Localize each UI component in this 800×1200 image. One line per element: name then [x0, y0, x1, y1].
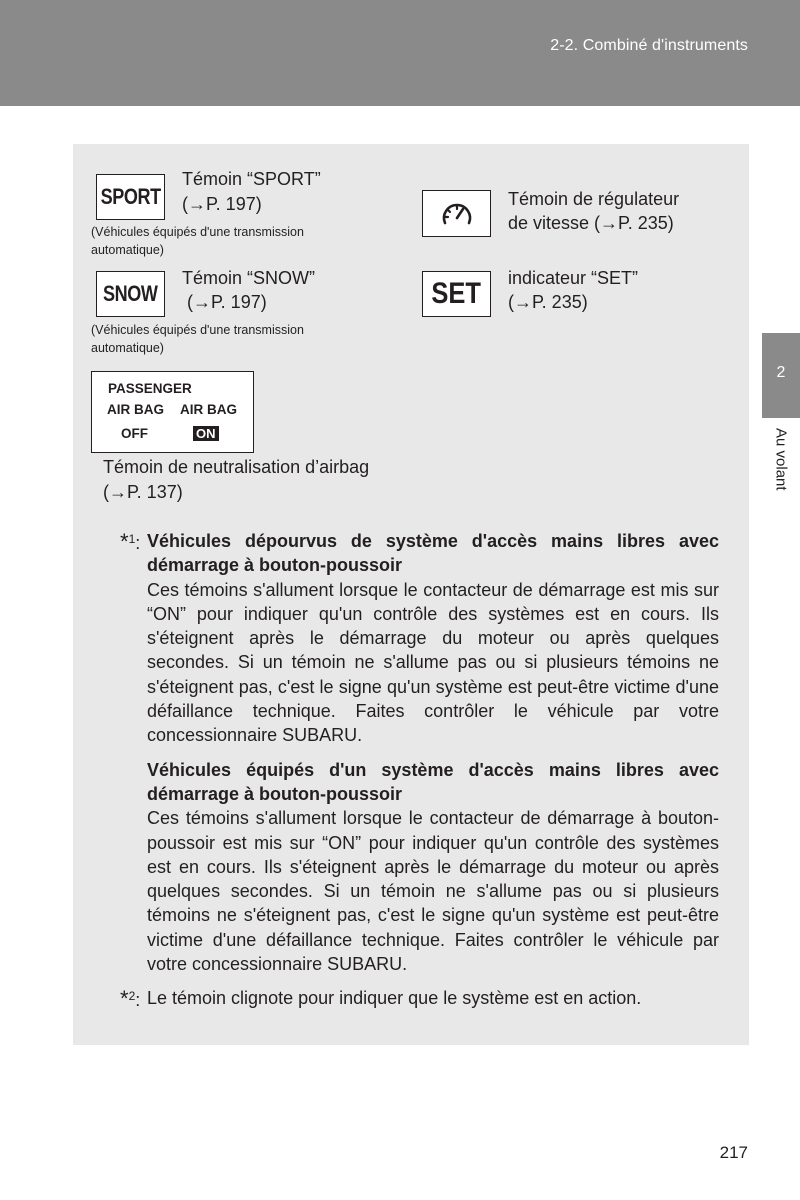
footnote-2-marker: *$^2$:	[120, 986, 141, 1011]
airbag-left-text: AIR BAG	[107, 402, 164, 417]
footnote-1-text-b: Ces témoins s'allument lorsque le contacteur de démarrage à bouton-poussoir est mis sur “ON” pour indiquer qu'un contrôle des systèmes est en cours. Ils s'éteignent après le démarrage du moteur ou après quelques secondes. Si un témoin ne s'allume pas ou si plusieurs témoins ne s'éteignent pas, c'est le signe qu'un système est peut-être victime d'une défaillance technique. Faites contrôler le véhicule par votre concessionnaire SUBARU.	[147, 808, 719, 975]
footnote-1-text-a: Ces témoins s'allument lorsque le contacteur de démarrage est mis sur “ON” pour indiquer qu'un contrôle des systèmes est en cours. Ils s'éteignent après le démarrage du moteur ou après quelques secondes. Si un témoin ne s'allume pas ou si plusieurs témoins ne s'éteignent pas, c'est le signe qu'un système est peut-être victime d'une défaillance technique. Faites contrôler le véhicule par votre concessionnaire SUBARU.	[147, 579, 719, 746]
section-title: 2-2. Combiné d'instruments	[550, 37, 748, 54]
cruise-label-line1: Témoin de régulateur	[508, 189, 680, 209]
page-header	[0, 0, 800, 106]
set-indicator-icon: SET	[422, 271, 491, 317]
airbag-label-line1: Témoin de neutralisation d’airbag	[103, 457, 370, 477]
set-label-line2: (→P. 235)	[508, 292, 588, 312]
airbag-indicator-icon	[91, 371, 254, 453]
sport-note-line1: (Véhicules équipés d'une transmission	[91, 225, 304, 239]
speedometer-icon	[437, 198, 477, 230]
footnote-1-marker: *$^1$:	[120, 529, 141, 554]
airbag-right-text: AIR BAG	[180, 402, 237, 417]
chapter-label: Au volant	[772, 428, 790, 491]
footnote-2	[147, 986, 719, 1010]
airbag-passenger-text: PASSENGER	[108, 381, 192, 396]
chapter-number: 2	[776, 364, 786, 381]
sport-label-line1: Témoin “SPORT”	[182, 169, 321, 189]
footnote-2-text: Le témoin clignote pour indiquer que le système est en action.	[147, 988, 642, 1008]
snow-label-line1: Témoin “SNOW”	[182, 268, 316, 288]
set-label-line1: indicateur “SET”	[508, 268, 639, 288]
airbag-on-badge: ON	[193, 426, 219, 441]
sport-indicator-icon: SPORT	[96, 174, 165, 220]
snow-note-line1: (Véhicules équipés d'une transmission	[91, 323, 304, 337]
chapter-tab	[762, 333, 800, 418]
page-number: 217	[719, 1143, 748, 1162]
airbag-off-text: OFF	[121, 426, 148, 441]
cruise-label-line2: de vitesse (→P. 235)	[508, 213, 674, 233]
sport-note-line2: automatique)	[91, 243, 164, 257]
snow-indicator-icon: SNOW	[96, 271, 165, 317]
cruise-control-icon	[422, 190, 491, 237]
footnote-1	[147, 529, 719, 976]
footnote-1-heading-b: Véhicules équipés d'un système d'accès mains libres avec démarrage à bouton-poussoir	[147, 759, 719, 804]
footnote-1-heading-a: Véhicules dépourvus de système d'accès mains libres avec démarrage à bouton-poussoir	[147, 531, 719, 576]
snow-label-line2: (→P. 197)	[187, 292, 267, 312]
snow-note-line2: automatique)	[91, 341, 164, 355]
sport-label-line2: (→P. 197)	[182, 194, 262, 214]
airbag-label-line2: (→P. 137)	[103, 482, 183, 502]
